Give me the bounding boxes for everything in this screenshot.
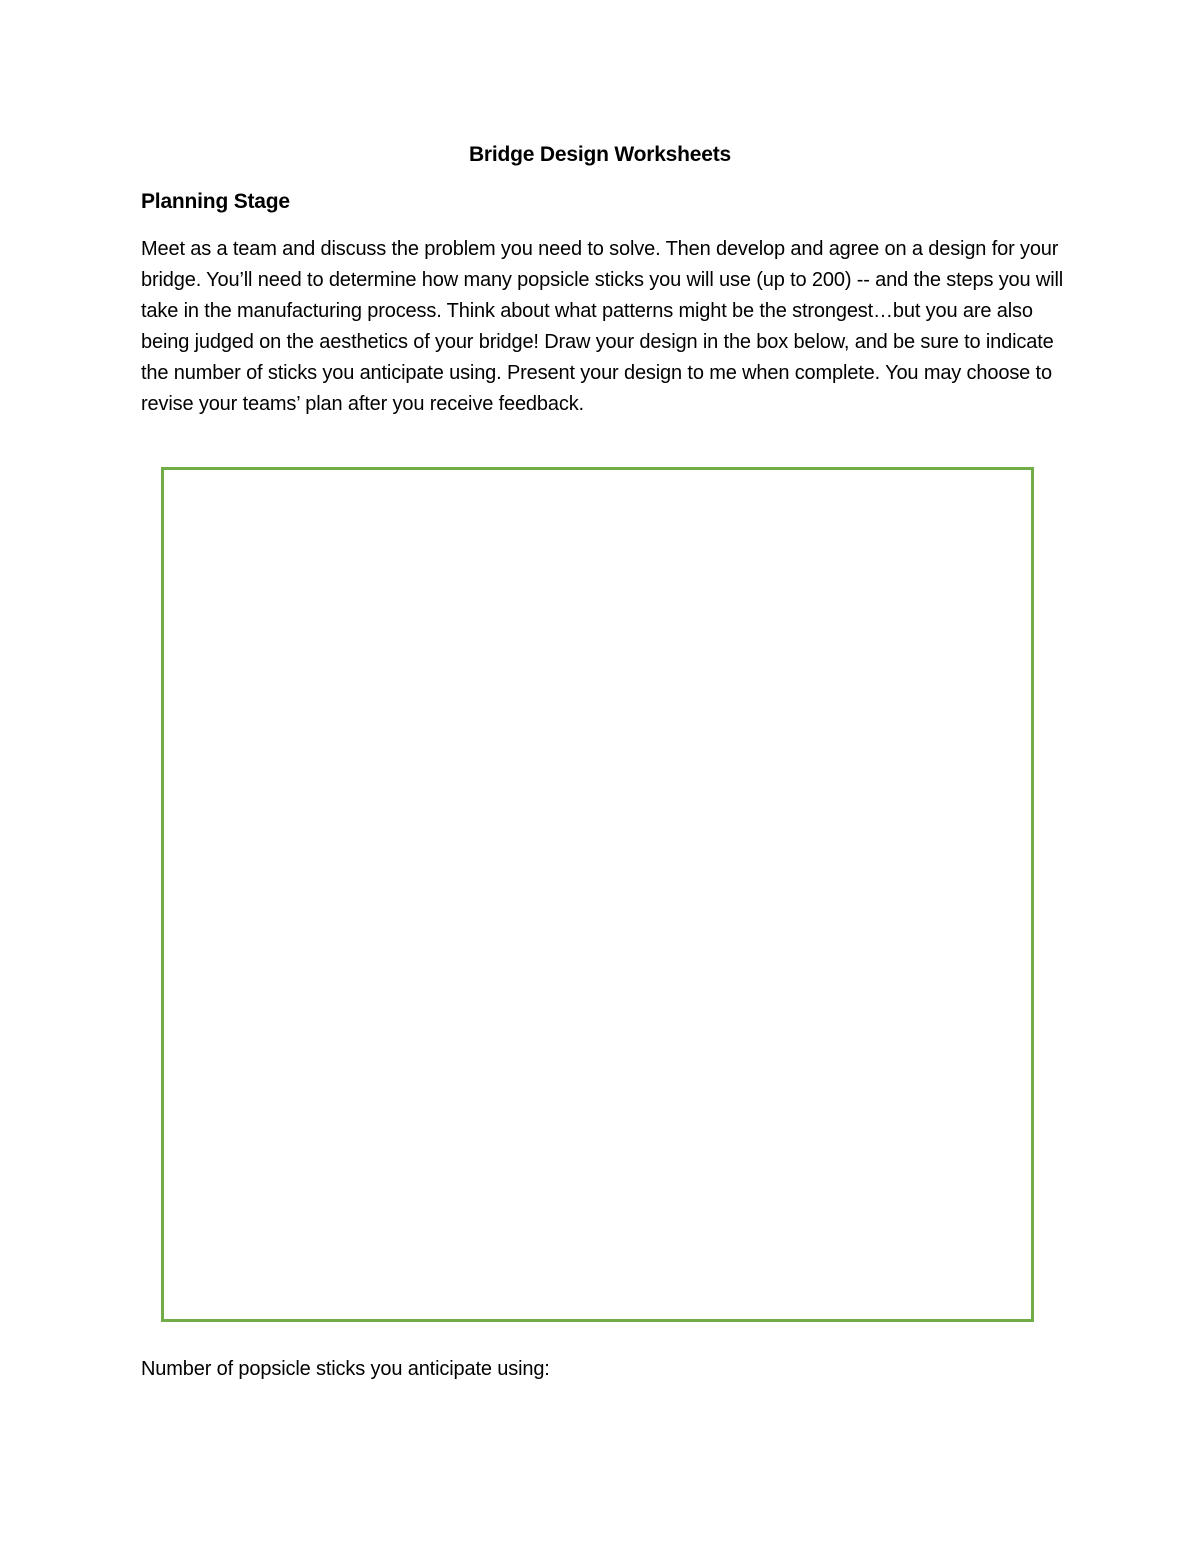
section-heading: Planning Stage [141, 190, 290, 213]
design-drawing-box[interactable] [161, 467, 1034, 1322]
sticks-count-prompt: Number of popsicle sticks you anticipate using: [141, 1358, 550, 1380]
page-title: Bridge Design Worksheets [468, 143, 732, 166]
instructions-paragraph: Meet as a team and discuss the problem you need to solve. Then develop and agree on a design for your bridge. You’ll need to determine how many popsicle sticks you will use (up to 200) -- and the steps you will take in the manufacturing process. Think about what patterns might be the strongest…but you are also being judged on the aesthetics of your bridge! Draw your design in the box below, and be sure to indicate the number of sticks you anticipate using. Present your design to me when complete. You may choose to revise your teams’ plan after you receive feedback. [141, 238, 1064, 415]
